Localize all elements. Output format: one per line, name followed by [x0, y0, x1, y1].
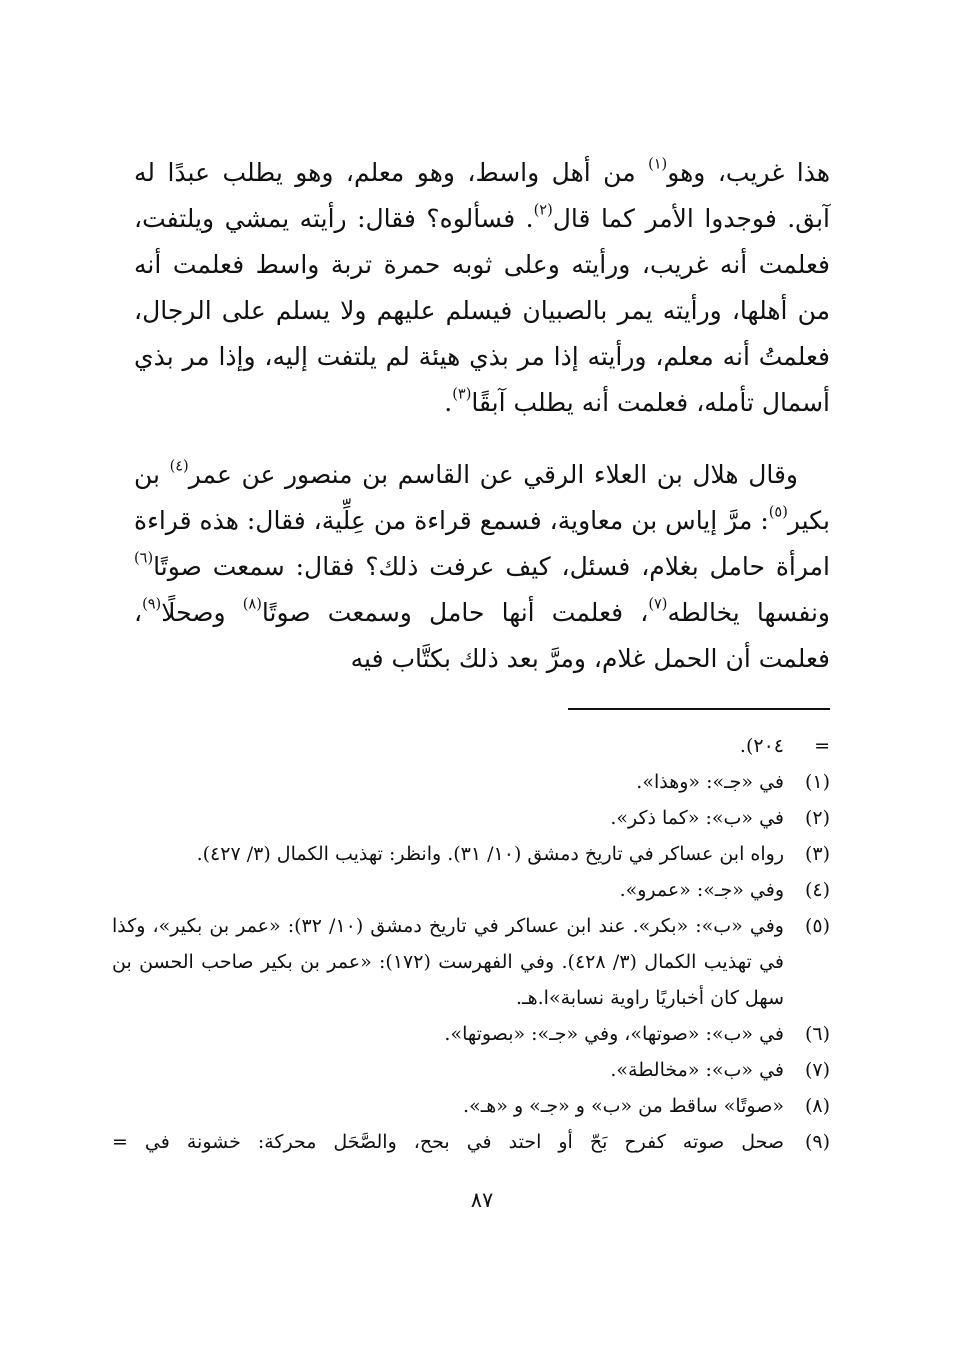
footnote-continuation — [112, 728, 830, 764]
footnote-number: (٥) — [804, 915, 830, 937]
footnote-text: في «ب»: «كما ذكر». — [610, 807, 784, 829]
footnote-text: ٢٠٤). — [739, 735, 784, 757]
footnote-number: (٧) — [804, 1059, 830, 1081]
footnote-text: وفي «جـ»: «عمرو». — [619, 879, 784, 901]
text-run: . فسألوه؟ فقال: رأيته يمشي ويلتفت، فعلمت أنه غريب، ورأيته وعلى ثوبه حمرة تربة واسط فعلمت أنه من أهلها، ورأيته يمر بالصبيان فيسلم عليهم ولا يسلم على الرجال، فعلمتُ أنه معلم، ورأيته إذا مر بذي هيئة لم يلتفت إليه، وإذا مر بذي أسمال تأمله، فعلمت أنه يطلب آبقًا — [134, 204, 830, 417]
footnote-ref-6: (٦) — [134, 550, 154, 567]
paragraph-2 — [134, 452, 830, 682]
footnote-text: في «جـ»: «وهذا». — [636, 771, 784, 793]
footnote-ref-3: (٣) — [452, 386, 472, 403]
footnote-text: وفي «ب»: «بكر». عند ابن عساكر في تاريخ دمشق (١٠/ ٣٢): «عمر بن بكير»، وكذا في تهذيب الكمال (٣/ ٤٢٨). وفي الفهرست (١٧٢): «عمر بن بكير صاحب الحسن بن سهل كان أخباريًا راوية نسابة»ا.هـ. — [112, 915, 784, 1009]
footnote-number: (٤) — [804, 879, 830, 901]
footnote-8 — [112, 1088, 830, 1124]
footnote-3 — [112, 836, 830, 872]
text-run: ، فعلمت أن الحمل غلام، ومرَّ بعد ذلك بكتَّاب فيه — [134, 598, 830, 673]
paragraph-1 — [134, 150, 830, 426]
text-run: : مرَّ إياس بن معاوية، فسمع قراءة من عِلِّية، فقال: هذه قراءة امرأة حامل بغلام، فسئل، كيف عرفت ذلك؟ فقال: سمعت صوتًا — [134, 506, 830, 581]
footnote-number: (٦) — [804, 1023, 830, 1045]
footnote-text: رواه ابن عساكر في تاريخ دمشق (١٠/ ٣١). وانظر: تهذيب الكمال (٣/ ٤٢٧). — [196, 843, 784, 865]
footnote-ref-1: (١) — [648, 156, 668, 173]
footnote-1 — [112, 764, 830, 800]
footnote-2 — [112, 800, 830, 836]
footnote-ref-2: (٢) — [533, 202, 553, 219]
text-run: من أهل واسط، وهو معلم، وهو يطلب عبدًا له آبق. فوجدوا الأمر كما قال — [134, 158, 830, 233]
footnote-separator — [568, 708, 830, 710]
page-number: ٨٧ — [470, 1188, 494, 1212]
footnote-ref-4: (٤) — [169, 458, 189, 475]
footnote-text: صحل صوته كفرح بَحّ أو احتد في بحح، والصَّحَل محركة: خشونة في = — [112, 1131, 784, 1153]
footnote-ref-7: (٧) — [648, 596, 668, 613]
text-run: ونفسها يخالطه — [667, 598, 830, 627]
footnote-ref-9: (٩) — [142, 596, 162, 613]
footnote-4 — [112, 872, 830, 908]
footnote-ref-5: (٥) — [768, 504, 788, 521]
text-run: . — [444, 388, 453, 417]
footnote-7 — [112, 1052, 830, 1088]
footnote-number: (٣) — [804, 843, 830, 865]
text-run: بن بكير — [134, 460, 830, 535]
footnote-number: = — [814, 735, 830, 757]
footnote-number: (٩) — [804, 1131, 830, 1153]
main-text — [134, 150, 830, 682]
footnote-text: في «ب»: «مخالطة». — [610, 1059, 784, 1081]
footnote-9 — [112, 1124, 830, 1160]
text-run: وقال هلال بن العلاء الرقي عن القاسم بن منصور عن عمر — [188, 460, 798, 489]
footnotes — [112, 728, 830, 1160]
text-run: هذا غريب، وهو — [667, 158, 830, 187]
footnote-5 — [112, 908, 830, 1016]
footnote-number: (١) — [804, 771, 830, 793]
text-run: ، فعلمت أنها حامل وسمعت صوتًا — [261, 598, 649, 627]
footnote-number: (٢) — [804, 807, 830, 829]
footnote-number: (٨) — [804, 1095, 830, 1117]
text-run: وصحلًا — [161, 598, 243, 627]
footnote-text: في «ب»: «صوتها»، وفي «جـ»: «بصوتها». — [444, 1023, 784, 1045]
footnote-text: «صوتًا» ساقط من «ب» و «جـ» و «هـ». — [463, 1095, 784, 1117]
footnote-6 — [112, 1016, 830, 1052]
footnote-ref-8: (٨) — [242, 596, 262, 613]
